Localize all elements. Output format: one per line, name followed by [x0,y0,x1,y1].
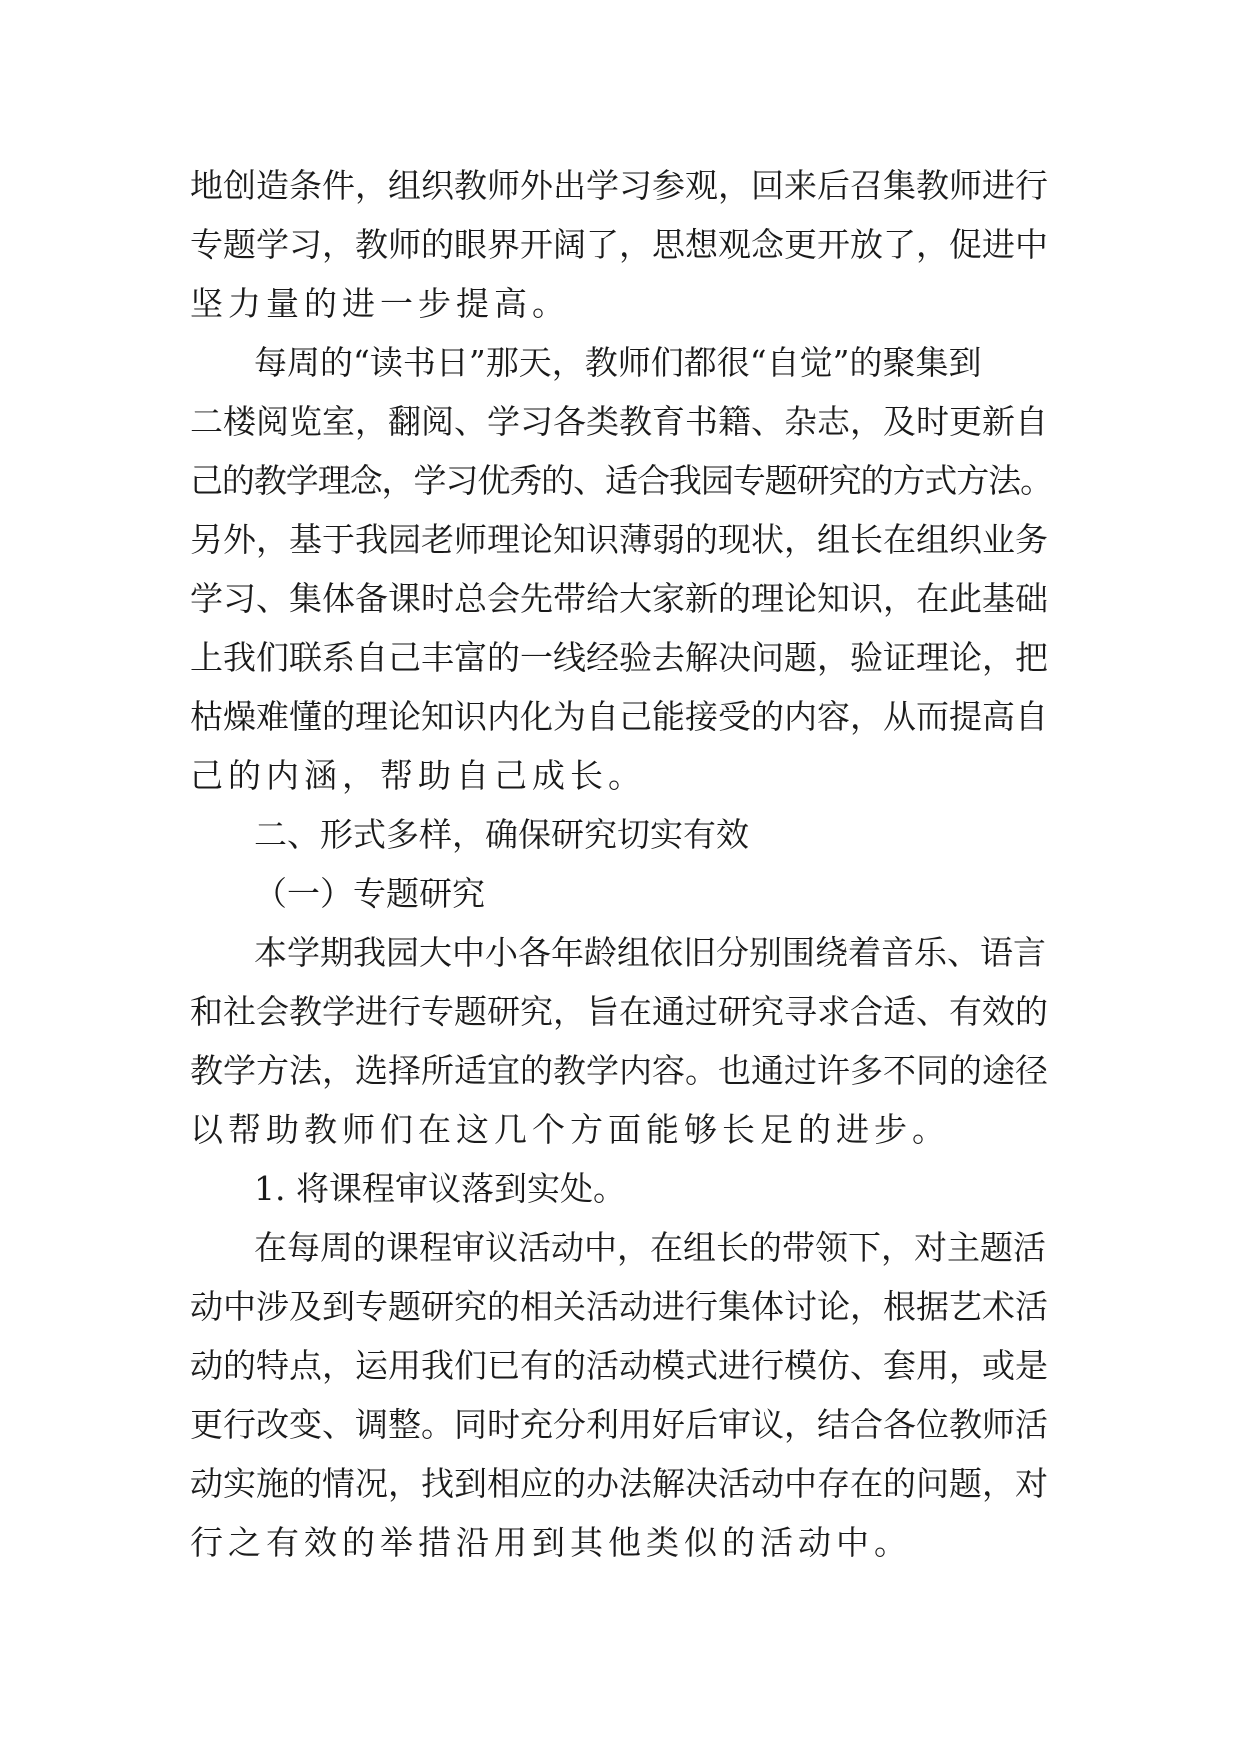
body-text-line: 教学方法，选择所适宜的教学内容。也通过许多不同的途径 [190,1051,1048,1090]
body-text-line: 另外，基于我园老师理论知识薄弱的现状，组长在组织业务 [190,520,1048,559]
section-heading: 二、形式多样，确保研究切实有效 [254,815,749,854]
body-text-line: 动中涉及到专题研究的相关活动进行集体讨论，根据艺术活 [190,1287,1048,1326]
body-text-line: 己的教学理念，学习优秀的、适合我园专题研究的方式方法。 [190,461,1053,500]
paragraph-first-line: 每周的“读书日”那天，教师们都很“自觉”的聚集到 [254,343,982,382]
body-text-line: 行之有效的举措沿用到其他类似的活动中。 [190,1523,912,1562]
body-text-line: 和社会教学进行专题研究，旨在通过研究寻求合适、有效的 [190,992,1048,1031]
subsection-heading: （一）专题研究 [254,874,485,913]
body-text-line: 专题学习，教师的眼界开阔了，思想观念更开放了，促进中 [190,225,1048,264]
body-text-line: 以帮助教师们在这几个方面能够长足的进步。 [190,1110,950,1149]
body-text-line: 更行改变、调整。同时充分利用好后审议，结合各位教师活 [190,1405,1048,1444]
body-text-line: 动实施的情况，找到相应的办法解决活动中存在的问题，对 [190,1464,1048,1503]
body-text-line: 二楼阅览室，翻阅、学习各类教育书籍、杂志，及时更新自 [190,402,1048,441]
body-text-line: 动的特点，运用我们已有的活动模式进行模仿、套用，或是 [190,1346,1048,1385]
body-text-line: 上我们联系自己丰富的一线经验去解决问题，验证理论，把 [190,638,1048,677]
paragraph-first-line: 在每周的课程审议活动中，在组长的带领下，对主题活 [254,1228,1046,1267]
body-text-line: 枯燥难懂的理论知识内化为自己能接受的内容，从而提高自 [190,697,1048,736]
body-text-line: 己的内涵，帮助自己成长。 [190,756,646,795]
numbered-item-heading: 1. 将课程审议落到实处。 [254,1169,626,1208]
body-text-line: 学习、集体备课时总会先带给大家新的理论知识，在此基础 [190,579,1048,618]
body-text-line: 坚力量的进一步提高。 [190,284,570,323]
body-text-line: 地创造条件，组织教师外出学习参观，回来后召集教师进行 [190,166,1048,205]
paragraph-first-line: 本学期我园大中小各年龄组依旧分别围绕着音乐、语言 [254,933,1046,972]
